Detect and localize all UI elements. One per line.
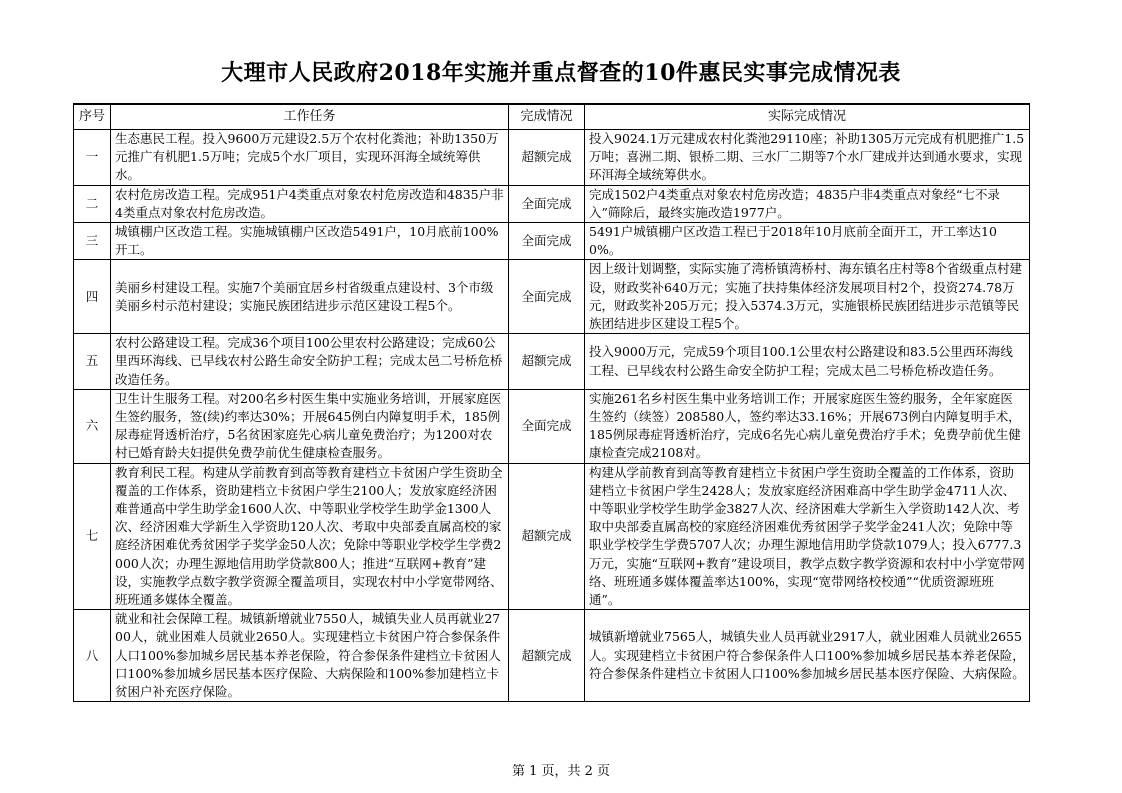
row-number: 一 [74,130,111,186]
row-number: 六 [74,389,111,463]
table-row [74,223,1030,260]
row-status: 全面完成 [509,185,585,222]
table-row [74,389,1030,463]
row-number: 八 [74,610,111,702]
row-task: 城镇棚户区改造工程。实施城镇棚户区改造5491户，10月底前100%开工。 [111,223,509,260]
table-row [74,260,1030,334]
row-status: 全面完成 [509,389,585,463]
row-number: 五 [74,334,111,390]
row-status: 超额完成 [509,130,585,186]
row-task: 生态惠民工程。投入9600万元建设2.5万个农村化粪池；补助1350万元推广有机肥1.5万吨；完成5个水厂项目，实现环洱海全域统筹供水。 [111,130,509,186]
page-footer: 第 1 页，共 2 页 [511,764,611,779]
row-task: 农村危房改造工程。完成951户4类重点对象农村危房改造和4835户非4类重点对象农村危房改造。 [111,185,509,222]
row-actual: 完成1502户4类重点对象农村危房改造；4835户非4类重点对象经“七不录入”筛除后，最终实施改造1977户。 [585,185,1030,222]
row-task: 教育利民工程。构建从学前教育到高等教育建档立卡贫困户学生资助全覆盖的工作体系，资助建档立卡贫困户学生2100人；发放家庭经济困难普通高中学生助学金1600人次、中等职业学校学生助学金1300人次、经济困难大学新生入学资助120人次、考取中央部委直属高校的家庭经济困难优秀贫困学子奖学金50人次；免除中等职业学校学生学费2000人次；办理生源地信用助学贷款800人；推进“互联网+教育”建设，实施教学点数字教学资源全覆盖项目，实现农村中小学宽带网络、班班通多媒体全覆盖。 [111,463,509,610]
row-number: 七 [74,463,111,610]
row-task: 就业和社会保障工程。城镇新增就业7550人，城镇失业人员再就业2700人，就业困难人员就业2650人。实现建档立卡贫困户符合参保条件人口100%参加城乡居民基本养老保险，符合参保条件建档立卡贫困人口100%参加城乡居民基本医疗保险、大病保险和100%参加建档立卡贫困户补充医疗保险。 [111,610,509,702]
table-row [74,610,1030,702]
row-actual: 构建从学前教育到高等教育建档立卡贫困户学生资助全覆盖的工作体系，资助建档立卡贫困户学生2428人；发放家庭经济困难高中学生助学金4711人次、中等职业学校学生助学金3827人次、经济困难大学新生入学资助142人次、考取中央部委直属高校的家庭经济困难优秀贫困学子奖学金241人次；免除中等职业学校学生学费5707人次；办理生源地信用助学贷款1079人；投入6777.3万元，实施“互联网+教育”建设项目，教学点数字教学资源和农村中小学宽带网络、班班通多媒体覆盖率达100%，实现“宽带网络校校通”“优质资源班班通”。 [585,463,1030,610]
table-row [74,130,1030,186]
header-actual: 实际完成情况 [585,104,1030,130]
row-actual: 因上级计划调整，实际实施了湾桥镇湾桥村、海东镇名庄村等8个省级重点村建设，财政奖补640万元；实施了扶持集体经济发展项目村2个，投资274.78万元，财政奖补205万元；投入5374.3万元，实施银桥民族团结进步示范镇等民族团结进步区建设工程5个。 [585,260,1030,334]
table-row [74,185,1030,222]
row-task: 卫生计生服务工程。对200名乡村医生集中实施业务培训，开展家庭医生签约服务，签(续)约率达30%；开展645例白内障复明手术，185例尿毒症肾透析治疗，5名贫困家庭先心病儿童免费治疗；为1200对农村已婚育龄夫妇提供免费孕前优生健康检查服务。 [111,389,509,463]
table-row [74,334,1030,390]
row-status: 超额完成 [509,610,585,702]
table-row [74,463,1030,610]
table-header-row [74,104,1030,130]
row-task: 美丽乡村建设工程。实施7个美丽宜居乡村省级重点建设村、3个市级美丽乡村示范村建设；实施民族团结进步示范区建设工程5个。 [111,260,509,334]
row-actual: 实施261名乡村医生集中业务培训工作；开展家庭医生签约服务，全年家庭医生签约（续签）208580人，签约率达33.16%；开展673例白内障复明手术，185例尿毒症肾透析治疗，完成6名先心病儿童免费治疗手术；免费孕前优生健康检查完成2108对。 [585,389,1030,463]
document-title: 大理市人民政府2018年实施并重点督查的10件惠民实事完成情况表 [221,60,901,86]
header-no: 序号 [74,104,111,130]
header-task: 工作任务 [111,104,509,130]
row-status: 超额完成 [509,463,585,610]
header-status: 完成情况 [509,104,585,130]
row-actual: 城镇新增就业7565人，城镇失业人员再就业2917人，就业困难人员就业2655人。实现建档立卡贫困户符合参保条件人口100%参加城乡居民基本养老保险，符合参保条件建档立卡贫困人口100%参加城乡居民基本医疗保险、大病保险。 [585,610,1030,702]
row-status: 超额完成 [509,334,585,390]
row-actual: 投入9024.1万元建成农村化粪池29110座；补助1305万元完成有机肥推广1.5万吨；喜洲二期、银桥二期、三水厂二期等7个水厂建成并达到通水要求，实现环洱海全域统筹供水。 [585,130,1030,186]
row-status: 全面完成 [509,260,585,334]
row-number: 四 [74,260,111,334]
row-number: 二 [74,185,111,222]
row-status: 全面完成 [509,223,585,260]
row-actual: 5491户城镇棚户区改造工程已于2018年10月底前全面开工，开工率达100%。 [585,223,1030,260]
row-actual: 投入9000万元，完成59个项目100.1公里农村公路建设和83.5公里西环海线工程、已早线农村公路生命安全防护工程；完成太邑二号桥危桥改造任务。 [585,334,1030,390]
row-number: 三 [74,223,111,260]
row-task: 农村公路建设工程。完成36个项目100公里农村公路建设；完成60公里西环海线、已早线农村公路生命安全防护工程；完成太邑二号桥危桥改造任务。 [111,334,509,390]
completion-table [73,103,1030,702]
